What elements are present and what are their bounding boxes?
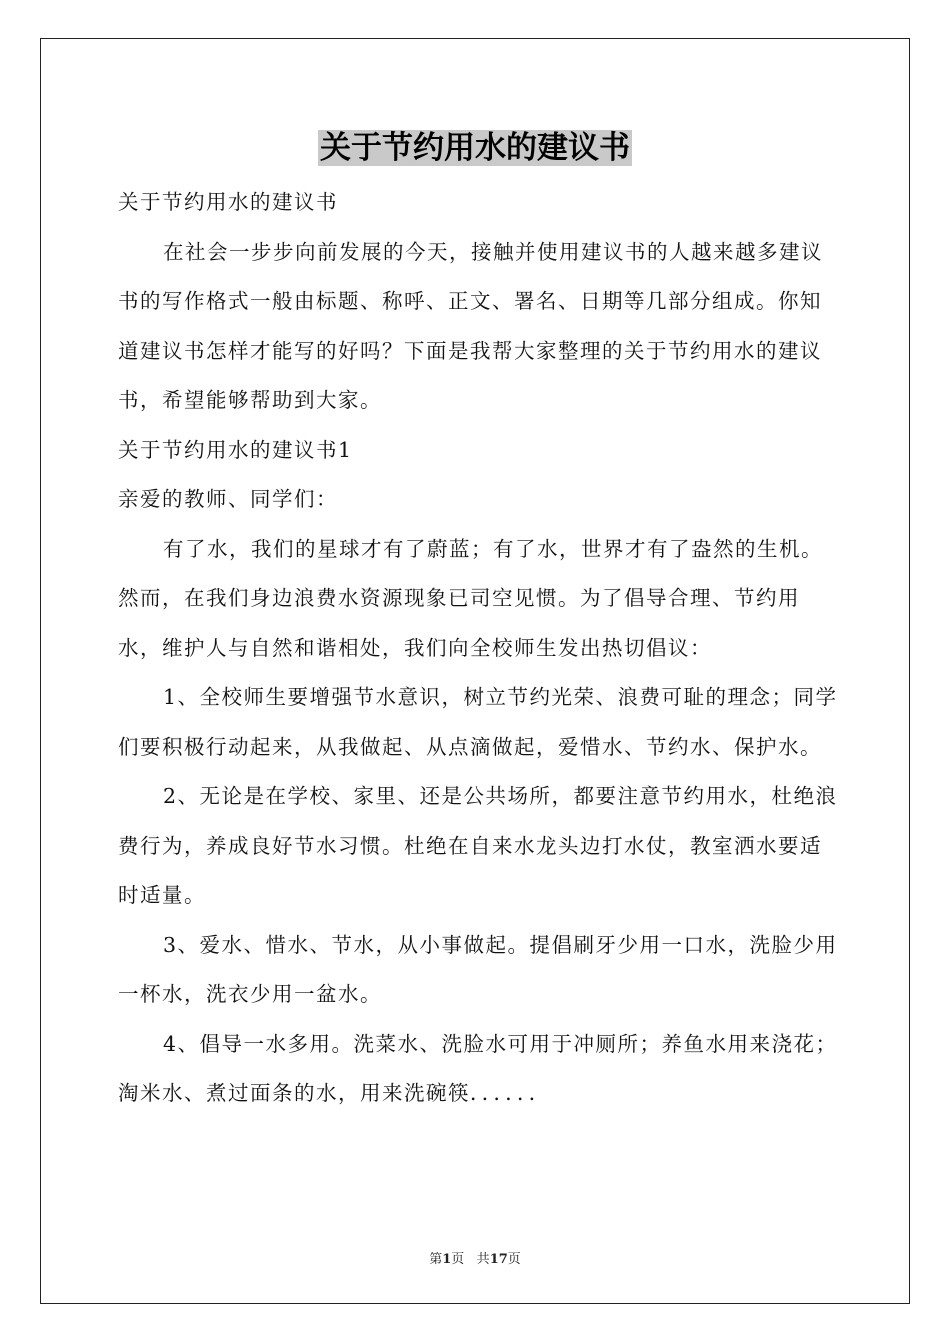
page-prefix: 第 <box>429 1252 443 1267</box>
paragraph-item-1: 1、全校师生要增强节水意识，树立节约光荣、浪费可耻的理念；同学们要积极行动起来，从我做起、从点滴做起，爱惜水、节约水、保护水。 <box>118 685 838 759</box>
document-title <box>0 126 950 170</box>
paragraph-item-2: 2、无论是在学校、家里、还是公共场所，都要注意节约用水，杜绝浪费行为，养成良好节水习惯。杜绝在自来水龙头边打水仗，教室洒水要适时适量。 <box>118 784 838 907</box>
paragraph-salutation: 亲爱的教师、同学们： <box>118 487 338 511</box>
page-number: 1 <box>442 1252 452 1267</box>
paragraph-item-3: 3、爱水、惜水、节水，从小事做起。提倡刷牙少用一口水，洗脸少用一杯水，洗衣少用一盆水。 <box>118 932 838 1006</box>
total-prefix: 共 <box>476 1252 490 1267</box>
paragraph-intro: 在社会一步步向前发展的今天，接触并使用建议书的人越来越多建议书的写作格式一般由标题、称呼、正文、署名、日期等几部分组成。你知道建议书怎样才能写的好吗？下面是我帮大家整理的关于节约用水的建议书，希望能够帮助到大家。 <box>118 239 823 412</box>
page-footer <box>0 1248 950 1267</box>
document-body <box>118 178 838 1119</box>
paragraph-subtitle: 关于节约用水的建议书 <box>118 190 338 214</box>
page-suffix: 页 <box>451 1252 465 1267</box>
paragraph-item-4: 4、倡导一水多用。洗菜水、洗脸水可用于冲厕所；养鱼水用来浇花；淘米水、煮过面条的水，用来洗碗筷．．．．．． <box>118 1031 838 1105</box>
paragraph-body: 有了水，我们的星球才有了蔚蓝；有了水，世界才有了盎然的生机。然而，在我们身边浪费水资源现象已司空见惯。为了倡导合理、节约用水，维护人与自然和谐相处，我们向全校师生发出热切倡议： <box>118 536 823 660</box>
total-suffix: 页 <box>507 1252 521 1267</box>
total-pages: 17 <box>489 1252 508 1267</box>
paragraph-section-heading: 关于节约用水的建议书1 <box>118 437 353 462</box>
document-title-text: 关于节约用水的建议书 <box>320 130 630 166</box>
